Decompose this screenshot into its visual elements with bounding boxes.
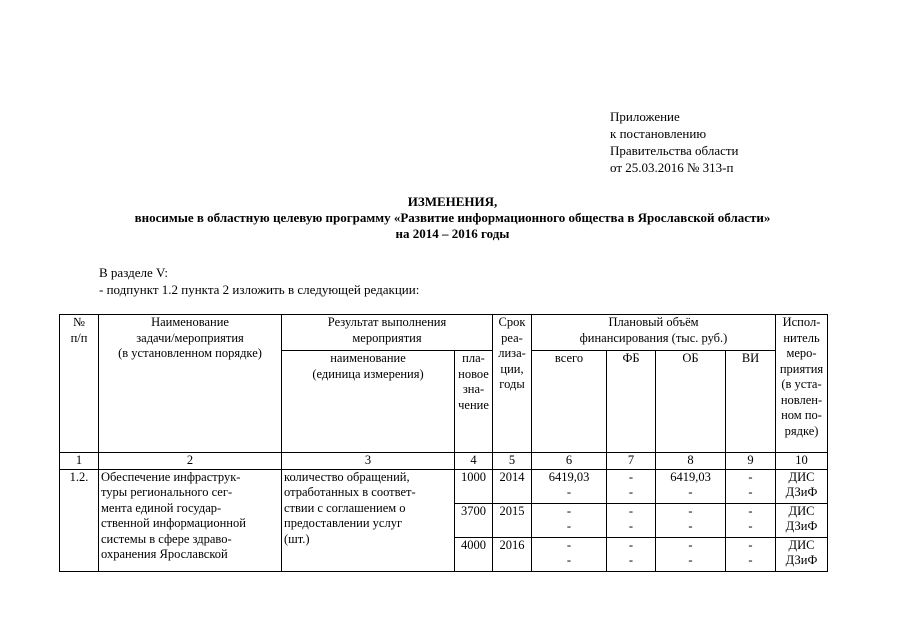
plan-value: 3700 — [455, 503, 493, 537]
cell-value: ДИС — [788, 469, 815, 484]
cell-value: пла- — [462, 351, 485, 365]
cell-value: ДЗиФ — [785, 485, 818, 499]
cell-value: - — [748, 519, 753, 533]
fin-fb — [607, 469, 656, 503]
cell-value: Наименование — [151, 315, 229, 329]
cell-value: 6419,03 — [548, 469, 590, 484]
cell-value: - — [566, 485, 572, 499]
fin-total — [532, 469, 607, 503]
col-number: 7 — [607, 453, 656, 470]
cell-value: реа- — [501, 330, 523, 345]
cell-value: - — [628, 553, 634, 567]
header-finance — [532, 315, 776, 351]
header-fin-vi: ВИ — [726, 351, 776, 453]
task-text — [99, 469, 282, 571]
cell-value: - — [628, 469, 634, 484]
cell-value: финансирования (тыс. руб.) — [579, 330, 728, 345]
appendix-block — [610, 108, 739, 176]
header-fin-fb: ФБ — [607, 351, 656, 453]
cell-value: - — [566, 503, 572, 518]
fin-total — [532, 503, 607, 537]
fin-total — [532, 537, 607, 571]
cell-value: ствии с соглашением о — [284, 500, 406, 515]
cell-value: - — [628, 485, 634, 499]
appendix-line: Приложение — [610, 109, 680, 124]
cell-value: мента единой государ- — [101, 500, 222, 515]
cell-value: новлен- — [780, 392, 823, 407]
cell-value: - — [566, 519, 572, 533]
header-fin-ob: ОБ — [656, 351, 726, 453]
fin-vi — [726, 503, 776, 537]
cell-value: - — [628, 503, 634, 518]
cell-value: - — [566, 553, 572, 567]
cell-value: ДИС — [788, 503, 815, 518]
cell-value: Обеспечение инфраструк- — [101, 469, 241, 484]
title-period: на 2014 – 2016 годы — [395, 226, 510, 241]
cell-value: № — [73, 315, 85, 329]
cell-value: - — [688, 553, 693, 567]
cell-value: ственной информационной — [101, 516, 246, 530]
cell-value: Результат выполнения — [327, 315, 447, 329]
cell-value: - — [688, 519, 693, 533]
fin-fb — [607, 503, 656, 537]
fin-ob — [656, 537, 726, 571]
col-number: 3 — [282, 453, 455, 470]
header-task — [99, 315, 282, 453]
fin-vi — [726, 469, 776, 503]
col-number: 8 — [656, 453, 726, 470]
cell-value: мероприятия — [352, 330, 422, 345]
header-result-name — [282, 351, 455, 453]
cell-value: количество обращений, — [284, 469, 410, 484]
cell-value: годы — [499, 377, 525, 391]
cell-value: охранения Ярославской — [101, 547, 228, 561]
header-result-plan — [455, 351, 493, 453]
col-number: 6 — [532, 453, 607, 470]
col-number: 1 — [60, 453, 99, 470]
document-title — [0, 194, 905, 242]
cell-value: Плановый объём — [608, 315, 699, 329]
title-heading: ИЗМЕНЕНИЯ, — [407, 194, 498, 209]
appendix-line: от 25.03.2016 № 313-п — [610, 160, 734, 175]
intro-instruction: - подпункт 1.2 пункта 2 изложить в следующей редакции: — [99, 282, 420, 297]
cell-value: ДЗиФ — [785, 519, 818, 533]
fin-vi — [726, 537, 776, 571]
fin-ob — [656, 503, 726, 537]
row-id: 1.2. — [60, 469, 99, 571]
intro-text — [99, 264, 419, 298]
executor — [776, 469, 828, 503]
result-text — [282, 469, 455, 571]
table-row — [60, 469, 828, 503]
cell-value: лиза- — [498, 346, 526, 360]
col-number: 5 — [493, 453, 532, 470]
program-table — [59, 314, 828, 572]
cell-value: новое — [458, 366, 489, 381]
cell-value: (в уста- — [781, 377, 822, 391]
cell-value: ном по- — [781, 408, 822, 422]
cell-value: предоставлении услуг — [284, 516, 403, 530]
cell-value: Испол- — [782, 315, 821, 329]
cell-value: зна- — [462, 382, 485, 396]
plan-value: 4000 — [455, 537, 493, 571]
cell-value: рядке) — [784, 423, 819, 438]
appendix-line: Правительства области — [610, 143, 739, 158]
title-subtitle: вносимые в областную целевую программу «Развитие информационного общества в Ярославской области» — [134, 210, 771, 225]
fin-ob — [656, 469, 726, 503]
fin-fb — [607, 537, 656, 571]
header-num — [60, 315, 99, 453]
cell-value: (шт.) — [284, 531, 310, 546]
cell-value: - — [688, 537, 693, 552]
cell-value: - — [748, 469, 753, 484]
cell-value: - — [748, 485, 753, 499]
cell-value: - — [748, 503, 753, 518]
cell-value: меро- — [786, 346, 817, 360]
cell-value: Срок — [498, 315, 526, 329]
column-number-row — [60, 453, 828, 470]
cell-value: задачи/мероприятия — [136, 330, 244, 345]
appendix-line: к постановлению — [610, 126, 707, 141]
cell-value: - — [748, 537, 753, 552]
cell-value: - — [628, 519, 634, 533]
cell-value: - — [628, 537, 634, 552]
cell-value: - — [688, 485, 693, 499]
cell-value: чение — [458, 397, 489, 412]
header-result — [282, 315, 493, 351]
cell-value: (единица измерения) — [312, 366, 424, 381]
col-number: 2 — [99, 453, 282, 470]
header-executor — [776, 315, 828, 453]
intro-section: В разделе V: — [99, 265, 169, 280]
cell-value: - — [688, 503, 693, 518]
cell-value: ДЗиФ — [785, 553, 818, 567]
col-number: 10 — [776, 453, 828, 470]
cell-value: - — [566, 537, 572, 552]
executor — [776, 503, 828, 537]
col-number: 9 — [726, 453, 776, 470]
header-fin-total: всего — [532, 351, 607, 453]
cell-value: - — [748, 553, 753, 567]
cell-value: отработанных в соответ- — [284, 485, 416, 499]
year-value: 2015 — [493, 503, 532, 537]
cell-value: приятия — [779, 361, 824, 376]
cell-value: системы в сфере здраво- — [101, 531, 232, 546]
cell-value: ДИС — [788, 537, 815, 552]
cell-value: п/п — [70, 330, 88, 345]
executor — [776, 537, 828, 571]
cell-value: нитель — [783, 330, 820, 345]
cell-value: 6419,03 — [670, 469, 711, 484]
plan-value: 1000 — [455, 469, 493, 503]
cell-value: ции, — [500, 361, 524, 376]
cell-value: наименование — [330, 351, 406, 365]
header-term — [493, 315, 532, 453]
cell-value: туры регионального сег- — [101, 485, 233, 499]
col-number: 4 — [455, 453, 493, 470]
cell-value: (в установленном порядке) — [118, 346, 262, 360]
year-value: 2014 — [493, 469, 532, 503]
year-value: 2016 — [493, 537, 532, 571]
header-row — [60, 315, 828, 351]
